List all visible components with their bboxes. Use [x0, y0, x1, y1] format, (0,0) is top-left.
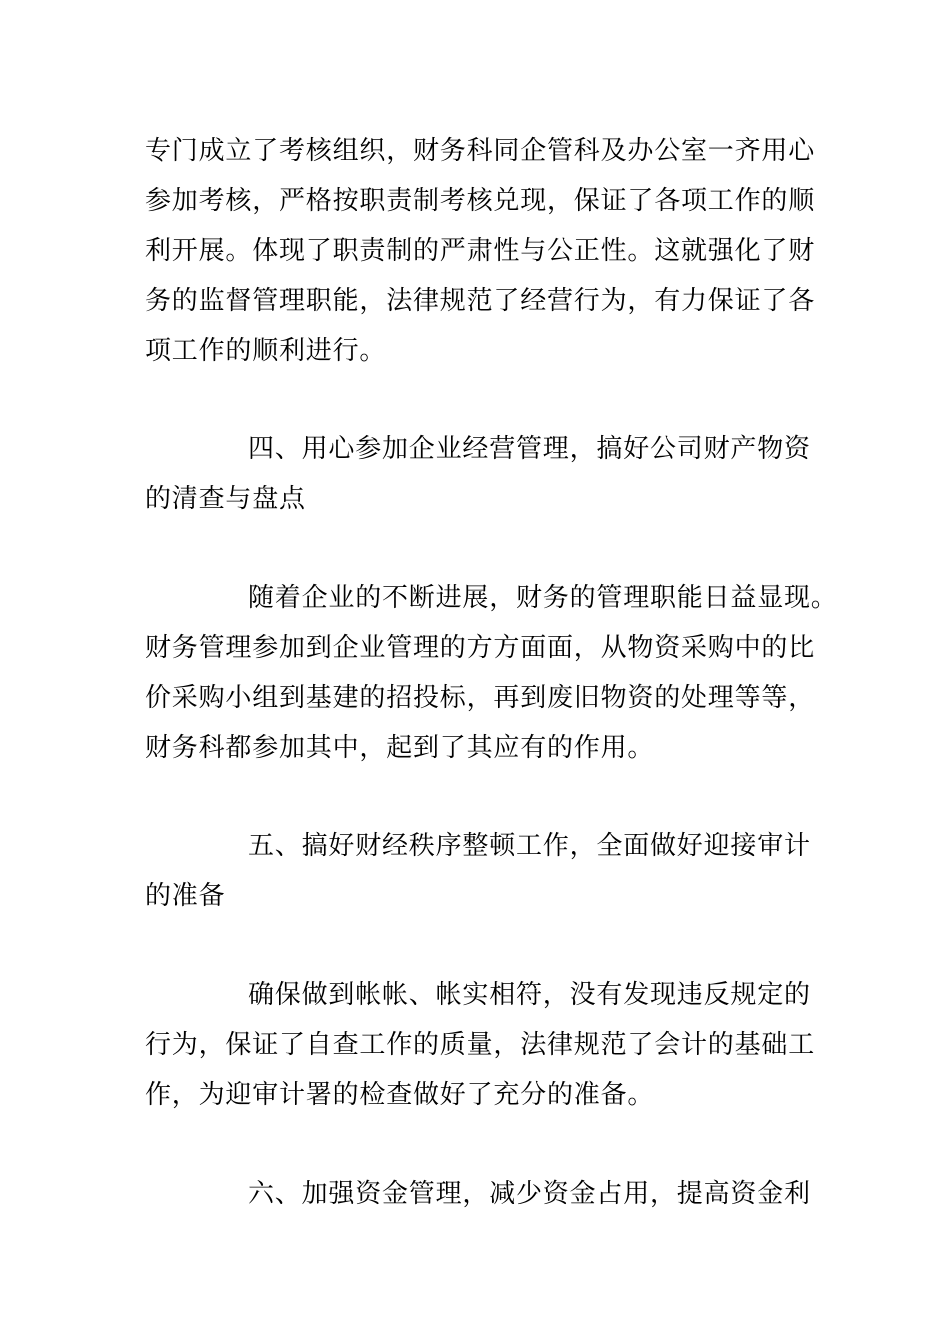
- text-line: 参加考核，严格按职责制考核兑现，保证了各项工作的顺: [145, 186, 816, 216]
- heading-line: 六、加强资金管理，减少资金占用，提高资金利: [248, 1179, 811, 1209]
- text-line: 务的监督管理职能，法律规范了经营行为，有力保证了各: [145, 286, 816, 316]
- heading-line: 的清查与盘点: [145, 484, 306, 514]
- text-line: 行为，保证了自查工作的质量，法律规范了会计的基础工: [145, 1030, 816, 1060]
- heading-line: 四、用心参加企业经营管理，搞好公司财产物资: [248, 434, 811, 464]
- text-line: 价采购小组到基建的招投标，再到废旧物资的处理等等，: [145, 683, 816, 713]
- text-line: 随着企业的不断进展，财务的管理职能日益显现。: [248, 583, 838, 613]
- text-line: 专门成立了考核组织，财务科同企管科及办公室一齐用心: [145, 136, 816, 166]
- heading-line: 五、搞好财经秩序整顿工作，全面做好迎接审计: [248, 831, 811, 861]
- text-line: 财务管理参加到企业管理的方方面面，从物资采购中的比: [145, 633, 816, 663]
- text-line: 确保做到帐帐、帐实相符，没有发现违反规定的: [248, 980, 811, 1010]
- text-line: 作，为迎审计署的检查做好了充分的准备。: [145, 1080, 655, 1110]
- text-line: 项工作的顺利进行。: [145, 336, 387, 366]
- heading-line: 的准备: [145, 881, 226, 911]
- text-line: 财务科都参加其中，起到了其应有的作用。: [145, 733, 655, 763]
- text-line: 利开展。体现了职责制的严肃性与公正性。这就强化了财: [145, 236, 816, 266]
